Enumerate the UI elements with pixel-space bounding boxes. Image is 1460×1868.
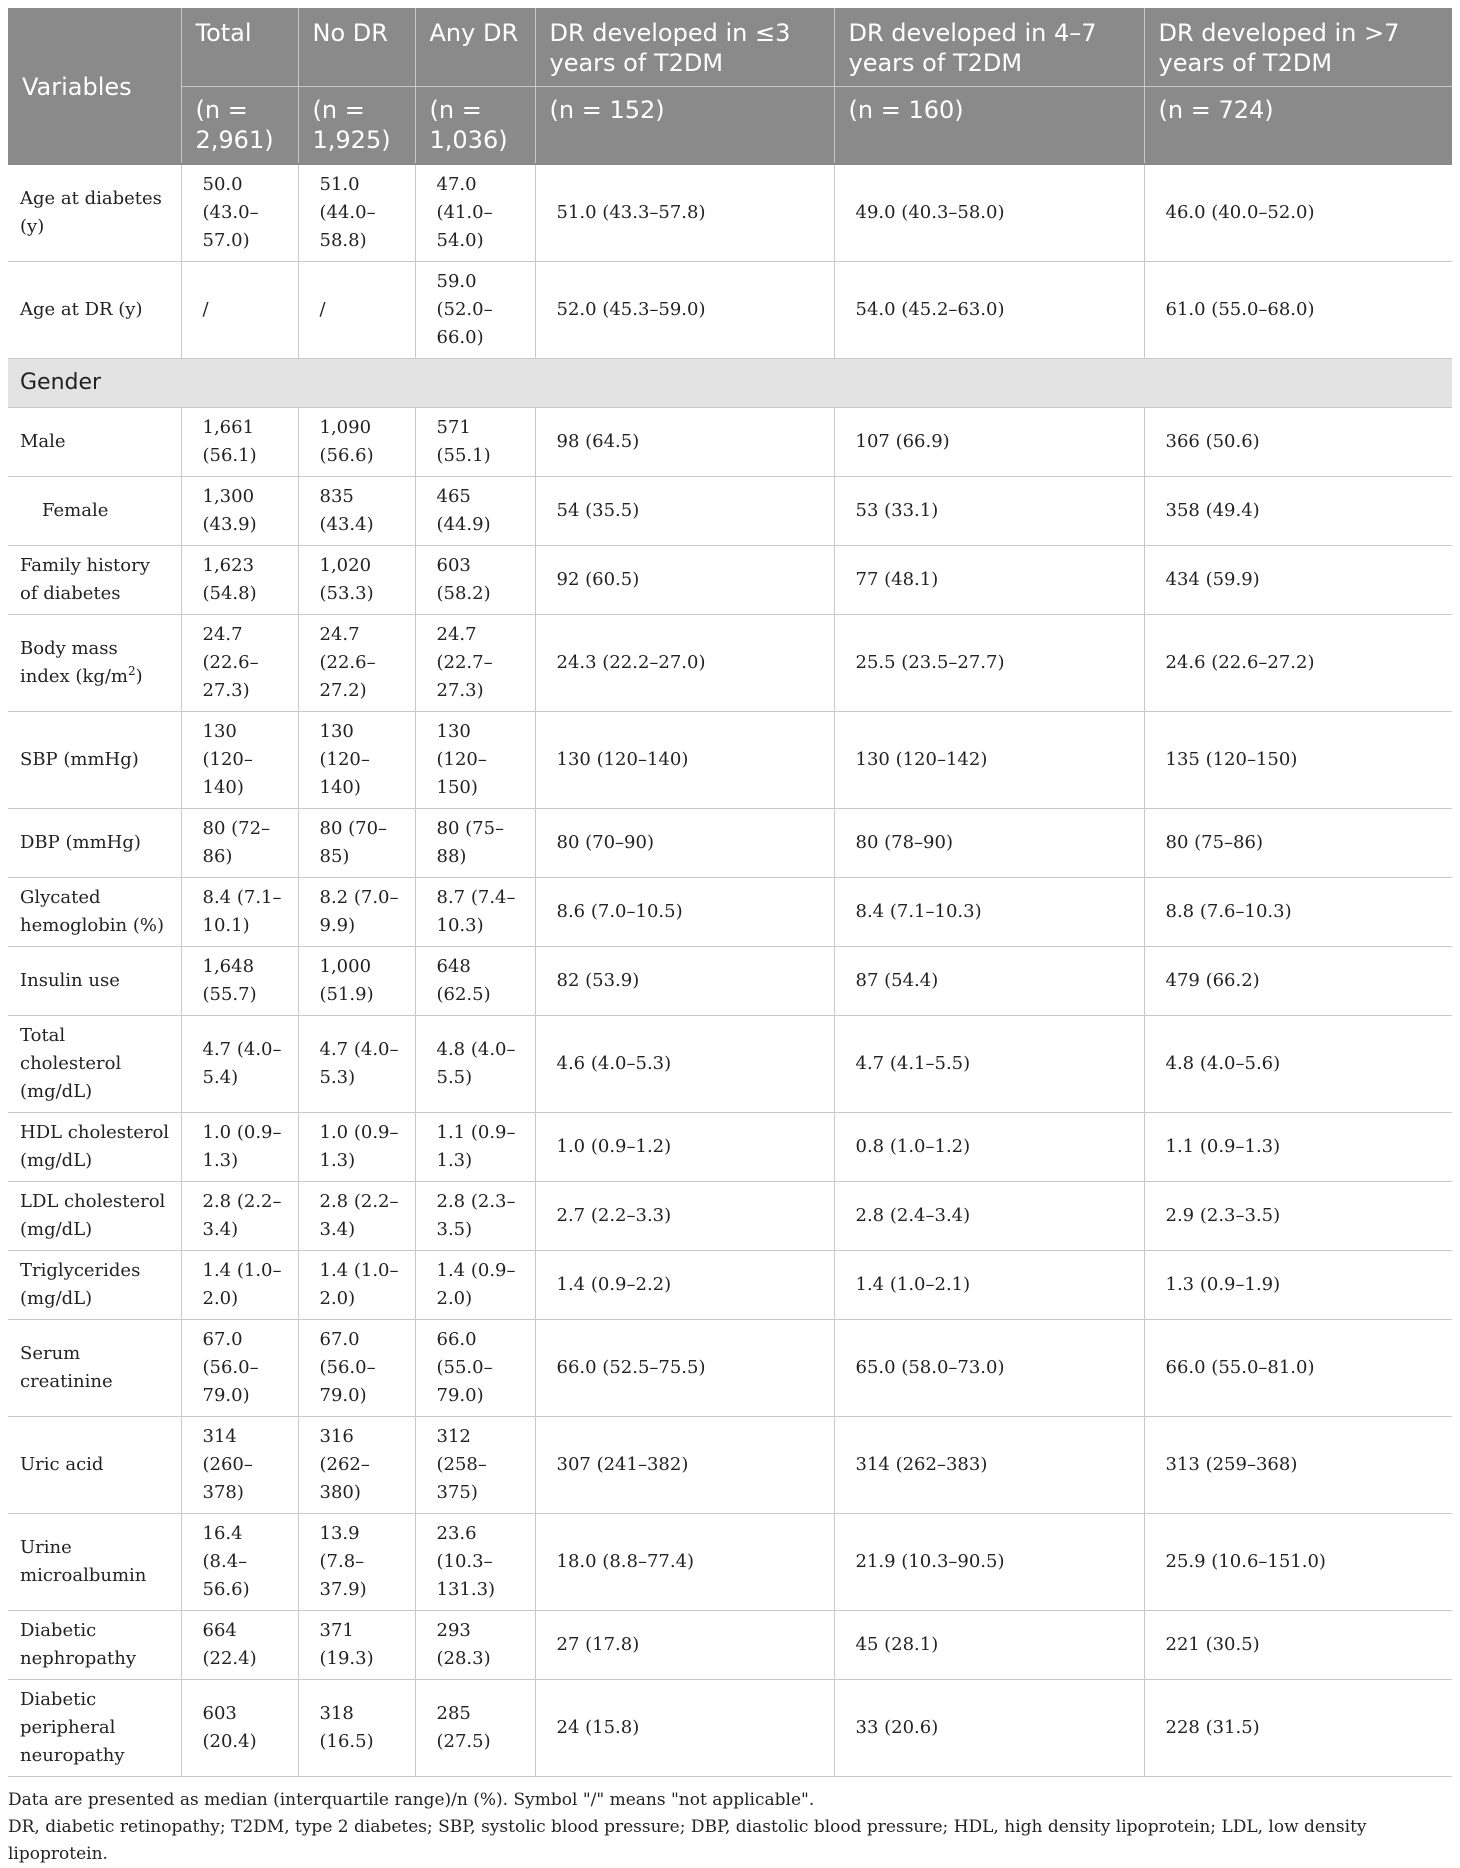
table-cell: 314 (260–378) (181, 1417, 298, 1514)
table-cell: 33 (20.6) (834, 1680, 1144, 1777)
row-label: Diabetic nephropathy (8, 1611, 181, 1680)
table-cell: 4.8 (4.0–5.6) (1144, 1016, 1452, 1113)
header-dr-gt7-n: (n = 724) (1144, 87, 1452, 165)
table-container (8, 8, 1452, 1868)
table-row (8, 947, 1452, 1016)
table-row (8, 1182, 1452, 1251)
row-label: Triglycerides (mg/dL) (8, 1251, 181, 1320)
header-no-dr: No DR (298, 8, 415, 87)
table-cell: 50.0 (43.0–57.0) (181, 164, 298, 262)
row-label: HDL cholesterol (mg/dL) (8, 1113, 181, 1182)
table-row (8, 546, 1452, 615)
table-row (8, 408, 1452, 477)
table-cell: 316 (262–380) (298, 1417, 415, 1514)
row-label: Total cholesterol (mg/dL) (8, 1016, 181, 1113)
table-cell: 24.7 (22.6–27.2) (298, 615, 415, 712)
table-row (8, 262, 1452, 359)
table-cell: 434 (59.9) (1144, 546, 1452, 615)
header-any-dr: Any DR (415, 8, 535, 87)
header-any-dr-n: (n = 1,036) (415, 87, 535, 165)
footnote-line-2: DR, diabetic retinopathy; T2DM, type 2 diabetes; SBP, systolic blood pressure; DBP, diastolic blood pressure; HDL, high density lipoprotein; LDL, low density lipoprotein. (8, 1817, 1367, 1864)
table-cell: 571 (55.1) (415, 408, 535, 477)
header-dr-le3-n: (n = 152) (535, 87, 834, 165)
table-row (8, 1514, 1452, 1611)
table-cell: 24.7 (22.7–27.3) (415, 615, 535, 712)
table-cell: 2.7 (2.2–3.3) (535, 1182, 834, 1251)
table-cell: 18.0 (8.8–77.4) (535, 1514, 834, 1611)
table-cell: 4.7 (4.0–5.4) (181, 1016, 298, 1113)
table-cell: 228 (31.5) (1144, 1680, 1452, 1777)
row-label: Serum creatinine (8, 1320, 181, 1417)
table-cell: 2.9 (2.3–3.5) (1144, 1182, 1452, 1251)
table-row (8, 1016, 1452, 1113)
table-cell: 80 (70–90) (535, 809, 834, 878)
table-cell: 65.0 (58.0–73.0) (834, 1320, 1144, 1417)
table-cell: 1.4 (1.0–2.0) (181, 1251, 298, 1320)
table-cell: 52.0 (45.3–59.0) (535, 262, 834, 359)
table-cell: 1.1 (0.9–1.3) (415, 1113, 535, 1182)
table-cell: 107 (66.9) (834, 408, 1144, 477)
table-cell: 1.4 (0.9–2.0) (415, 1251, 535, 1320)
table-cell: 54.0 (45.2–63.0) (834, 262, 1144, 359)
table-cell: 47.0 (41.0–54.0) (415, 164, 535, 262)
table-cell: 664 (22.4) (181, 1611, 298, 1680)
table-cell: / (181, 262, 298, 359)
table-cell: 285 (27.5) (415, 1680, 535, 1777)
table-cell: 67.0 (56.0–79.0) (181, 1320, 298, 1417)
table-cell: 2.8 (2.3–3.5) (415, 1182, 535, 1251)
table-cell: 24.7 (22.6–27.3) (181, 615, 298, 712)
table-row (8, 1251, 1452, 1320)
table-row (8, 1680, 1452, 1777)
table-cell: 45 (28.1) (834, 1611, 1144, 1680)
table-cell: 2.8 (2.2–3.4) (181, 1182, 298, 1251)
table-cell: 98 (64.5) (535, 408, 834, 477)
table-cell: 1.0 (0.9–1.3) (181, 1113, 298, 1182)
row-label: SBP (mmHg) (8, 712, 181, 809)
section-row-gender (8, 359, 1452, 408)
table-cell: 8.4 (7.1–10.1) (181, 878, 298, 947)
table-cell: 67.0 (56.0–79.0) (298, 1320, 415, 1417)
row-label: Diabetic peripheral neuropathy (8, 1680, 181, 1777)
table-cell: 2.8 (2.4–3.4) (834, 1182, 1144, 1251)
table-cell: 314 (262–383) (834, 1417, 1144, 1514)
table-cell: 4.6 (4.0–5.3) (535, 1016, 834, 1113)
row-label: Age at diabetes (y) (8, 164, 181, 262)
table-cell: 8.6 (7.0–10.5) (535, 878, 834, 947)
table-cell: 4.8 (4.0–5.5) (415, 1016, 535, 1113)
table-cell: 25.9 (10.6–151.0) (1144, 1514, 1452, 1611)
row-label: Body mass index $(kg/m^2)$ (8, 615, 181, 712)
table-cell: 8.4 (7.1–10.3) (834, 878, 1144, 947)
row-label: Uric acid (8, 1417, 181, 1514)
table-cell: 16.4 (8.4–56.6) (181, 1514, 298, 1611)
table-cell: 21.9 (10.3–90.5) (834, 1514, 1144, 1611)
table-cell: 130 (120–142) (834, 712, 1144, 809)
table-cell: 835 (43.4) (298, 477, 415, 546)
table-cell: 293 (28.3) (415, 1611, 535, 1680)
table-cell: 66.0 (55.0–79.0) (415, 1320, 535, 1417)
table-cell: 1.0 (0.9–1.2) (535, 1113, 834, 1182)
table-cell: 46.0 (40.0–52.0) (1144, 164, 1452, 262)
table-cell: 87 (54.4) (834, 947, 1144, 1016)
table-cell: 24 (15.8) (535, 1680, 834, 1777)
table-cell: 1.1 (0.9–1.3) (1144, 1113, 1452, 1182)
table-cell: 53 (33.1) (834, 477, 1144, 546)
table-cell: 221 (30.5) (1144, 1611, 1452, 1680)
table-cell: 1,661 (56.1) (181, 408, 298, 477)
table-cell: 603 (58.2) (415, 546, 535, 615)
row-label: LDL cholesterol (mg/dL) (8, 1182, 181, 1251)
table-cell: 313 (259–368) (1144, 1417, 1452, 1514)
table-cell: 1.0 (0.9–1.3) (298, 1113, 415, 1182)
header-dr-gt7: DR developed in >7 years of T2DM (1144, 8, 1452, 87)
table-cell: 1.4 (1.0–2.1) (834, 1251, 1144, 1320)
row-label: Glycated hemoglobin (%) (8, 878, 181, 947)
table-row (8, 1320, 1452, 1417)
header-variables: Variables (8, 8, 181, 164)
table-cell: 130 (120–140) (298, 712, 415, 809)
table-row (8, 878, 1452, 947)
table-row (8, 1113, 1452, 1182)
table-cell: 1,090 (56.6) (298, 408, 415, 477)
table-cell: 61.0 (55.0–68.0) (1144, 262, 1452, 359)
table-cell: 4.7 (4.1–5.5) (834, 1016, 1144, 1113)
table-footnotes (8, 1787, 1452, 1868)
footnote-line-1: Data are presented as median (interquartile range)/n (%). Symbol "/" means "not applicable". (8, 1790, 815, 1810)
table-cell: / (298, 262, 415, 359)
table-row (8, 164, 1452, 262)
header-total: Total (181, 8, 298, 87)
table-cell: 1,623 (54.8) (181, 546, 298, 615)
header-dr-4-7: DR developed in 4–7 years of T2DM (834, 8, 1144, 87)
table-cell: 13.9 (7.8–37.9) (298, 1514, 415, 1611)
section-label: Gender (8, 359, 1452, 408)
table-cell: 130 (120–150) (415, 712, 535, 809)
table-cell: 80 (70–85) (298, 809, 415, 878)
table-cell: 366 (50.6) (1144, 408, 1452, 477)
row-label: Female (8, 477, 181, 546)
header-total-n: (n = 2,961) (181, 87, 298, 165)
table-cell: 66.0 (52.5–75.5) (535, 1320, 834, 1417)
row-label: Family history of diabetes (8, 546, 181, 615)
table-row (8, 615, 1452, 712)
table-cell: 465 (44.9) (415, 477, 535, 546)
table-cell: 25.5 (23.5–27.7) (834, 615, 1144, 712)
table-cell: 51.0 (44.0–58.8) (298, 164, 415, 262)
table-cell: 24.6 (22.6–27.2) (1144, 615, 1452, 712)
table-cell: 358 (49.4) (1144, 477, 1452, 546)
table-cell: 1.4 (1.0–2.0) (298, 1251, 415, 1320)
table-cell: 130 (120–140) (181, 712, 298, 809)
table-cell: 66.0 (55.0–81.0) (1144, 1320, 1452, 1417)
row-label: DBP (mmHg) (8, 809, 181, 878)
table-cell: 312 (258–375) (415, 1417, 535, 1514)
table-cell: 1,000 (51.9) (298, 947, 415, 1016)
table-cell: 1.3 (0.9–1.9) (1144, 1251, 1452, 1320)
table-cell: 77 (48.1) (834, 546, 1144, 615)
table-cell: 8.8 (7.6–10.3) (1144, 878, 1452, 947)
table-cell: 318 (16.5) (298, 1680, 415, 1777)
table-cell: 92 (60.5) (535, 546, 834, 615)
table-cell: 49.0 (40.3–58.0) (834, 164, 1144, 262)
table-cell: 80 (75–88) (415, 809, 535, 878)
table-row (8, 1417, 1452, 1514)
table-cell: 135 (120–150) (1144, 712, 1452, 809)
table-cell: 307 (241–382) (535, 1417, 834, 1514)
table-cell: 0.8 (1.0–1.2) (834, 1113, 1144, 1182)
table-cell: 479 (66.2) (1144, 947, 1452, 1016)
table-cell: 82 (53.9) (535, 947, 834, 1016)
row-label: Insulin use (8, 947, 181, 1016)
table-cell: 27 (17.8) (535, 1611, 834, 1680)
table-body (8, 164, 1452, 1777)
table-row (8, 1611, 1452, 1680)
table-cell: 8.7 (7.4–10.3) (415, 878, 535, 947)
table-cell: 2.8 (2.2–3.4) (298, 1182, 415, 1251)
table-header (8, 8, 1452, 164)
header-dr-4-7-n: (n = 160) (834, 87, 1144, 165)
table-cell: 1,300 (43.9) (181, 477, 298, 546)
table-cell: 24.3 (22.2–27.0) (535, 615, 834, 712)
table-cell: 603 (20.4) (181, 1680, 298, 1777)
table-cell: 648 (62.5) (415, 947, 535, 1016)
table-row (8, 712, 1452, 809)
table-cell: 4.7 (4.0–5.3) (298, 1016, 415, 1113)
table-cell: 23.6 (10.3–131.3) (415, 1514, 535, 1611)
table-cell: 59.0 (52.0–66.0) (415, 262, 535, 359)
table-cell: 80 (72–86) (181, 809, 298, 878)
header-dr-le3: DR developed in ≤3 years of T2DM (535, 8, 834, 87)
table-row (8, 809, 1452, 878)
table-cell: 1.4 (0.9–2.2) (535, 1251, 834, 1320)
table-cell: 8.2 (7.0–9.9) (298, 878, 415, 947)
table-cell: 80 (78–90) (834, 809, 1144, 878)
table-cell: 54 (35.5) (535, 477, 834, 546)
table-cell: 1,648 (55.7) (181, 947, 298, 1016)
row-label: Male (8, 408, 181, 477)
table-cell: 1,020 (53.3) (298, 546, 415, 615)
table-cell: 80 (75–86) (1144, 809, 1452, 878)
row-label: Age at DR (y) (8, 262, 181, 359)
table-row (8, 477, 1452, 546)
table-cell: 51.0 (43.3–57.8) (535, 164, 834, 262)
table-cell: 130 (120–140) (535, 712, 834, 809)
row-label: Urine microalbumin (8, 1514, 181, 1611)
baseline-characteristics-table (8, 8, 1452, 1777)
header-no-dr-n: (n = 1,925) (298, 87, 415, 165)
table-cell: 371 (19.3) (298, 1611, 415, 1680)
